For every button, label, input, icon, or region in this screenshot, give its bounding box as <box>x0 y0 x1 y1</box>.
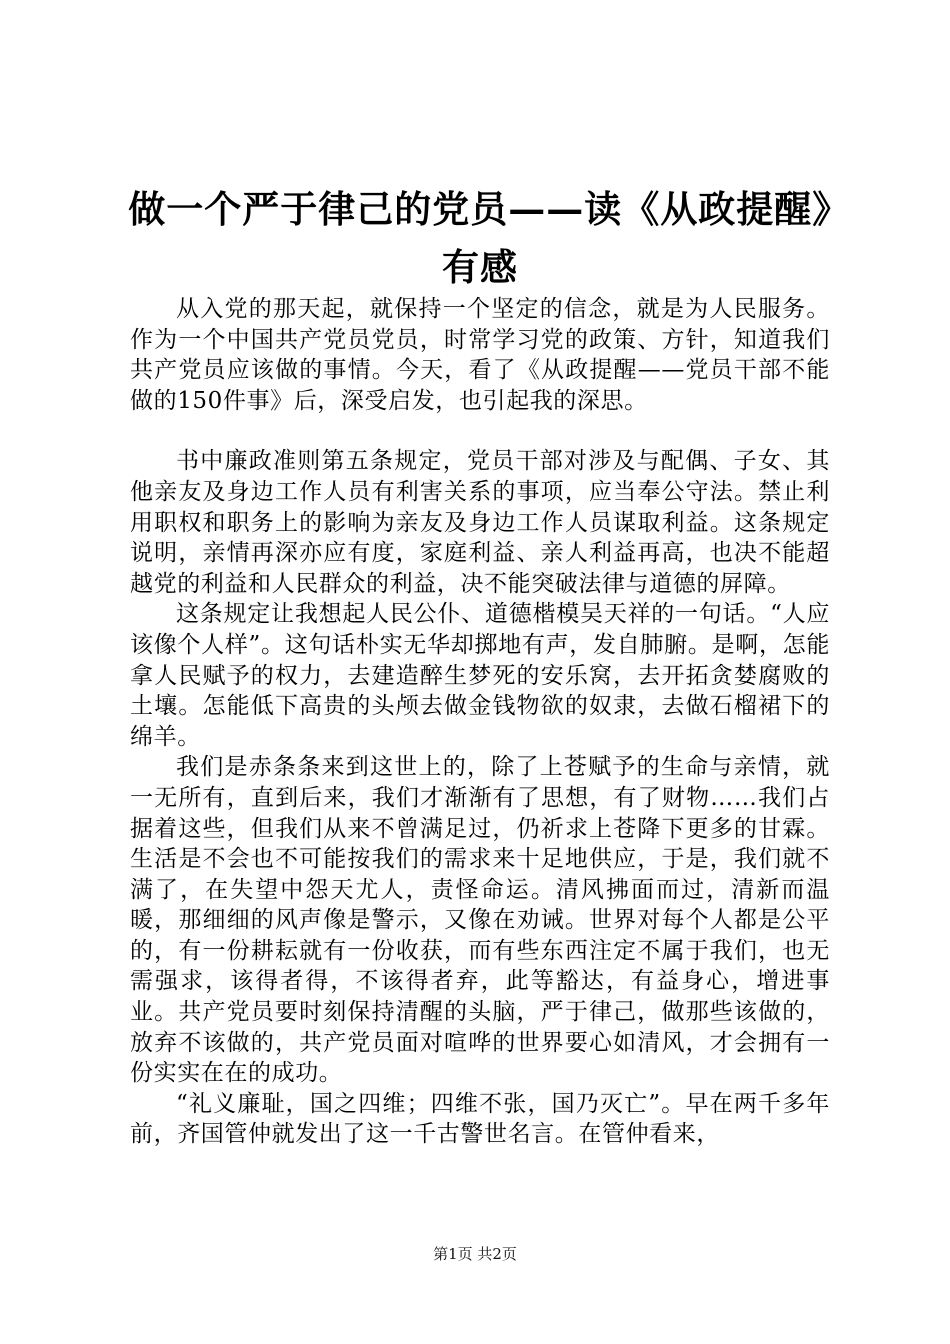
paragraph: 我们是赤条条来到这世上的，除了上苍赋予的生命与亲情，就一无所有，直到后来，我们才渐渐有了思想，有了财物……我们占据着这些，但我们从来不曾满足过，仍祈求上苍降下更多的甘霖。生活是不会也不可能按我们的需求来十足地供应，于是，我们就不满了，在失望中怨天尤人，责怪命运。清风拂面而过，清新而温暖，那细细的风声像是警示，又像在劝诫。世界对每个人都是公平的，有一份耕耘就有一份收获，而有些东西注定不属于我们，也无需强求，该得者得，不该得者弃，此等豁达，有益身心，增进事业。共产党员要时刻保持清醒的头脑，严于律己，做那些该做的，放弃不该做的，共产党员面对喧哗的世界要心如清风，才会拥有一份实实在在的成功。 <box>130 754 830 1087</box>
paragraph: 从入党的那天起，就保持一个坚定的信念，就是为人民服务。作为一个中国共产党员党员，时常学习党的政策、方针，知道我们共产党员应该做的事情。今天，看了《从政提醒——党员干部不能做的150件事》后，深受启发，也引起我的深思。 <box>130 296 830 414</box>
document-body <box>130 294 830 1150</box>
paragraph: “礼义廉耻，国之四维；四维不张，国乃灭亡”。早在两千多年前，齐国管仲就发出了这一千古警世名言。在管仲看来， <box>130 1090 830 1148</box>
paragraph: 书中廉政准则第五条规定，党员干部对涉及与配偶、子女、其他亲友及身边工作人员有利害关系的事项，应当奉公守法。禁止利用职权和职务上的影响为亲友及身边工作人员谋取利益。这条规定说明，亲情再深亦应有度，家庭利益、亲人利益再高，也决不能超越党的利益和人民群众的利益，决不能突破法律与道德的屏障。 <box>130 448 830 597</box>
document-title: 做一个严于律己的党员——读《从政提醒》有感 <box>128 187 832 289</box>
page-footer: 第1页 共2页 <box>433 1245 517 1263</box>
paragraph: 这条规定让我想起人民公仆、道德楷模吴天祥的一句话。“人应该像个人样”。这句话朴实无华却掷地有声，发自肺腑。是啊，怎能拿人民赋予的权力，去建造醉生梦死的安乐窝，去开拓贪婪腐败的土壤。怎能低下高贵的头颅去做金钱物欲的奴隶，去做石榴裙下的绵羊。 <box>130 601 830 750</box>
